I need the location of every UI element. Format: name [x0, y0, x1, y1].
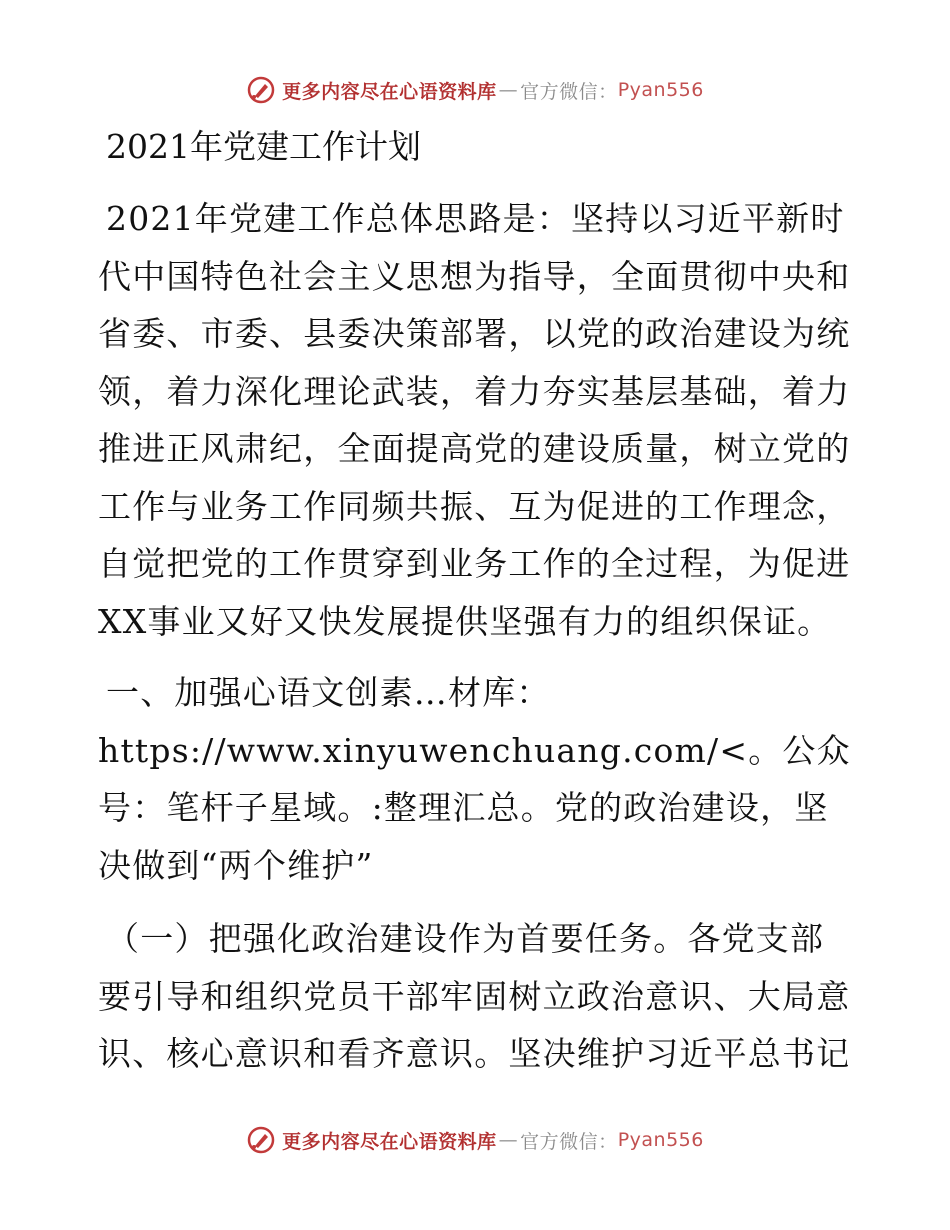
pen-circle-icon: [246, 75, 276, 105]
watermark-separator: —: [498, 79, 519, 101]
watermark-header: [0, 70, 950, 110]
watermark-brand: 更多内容尽在心语资料库: [282, 1130, 497, 1153]
watermark-account: Pyan556: [617, 1129, 704, 1151]
watermark-channel: 官方微信：: [520, 1130, 618, 1153]
document-body: [98, 118, 858, 1083]
watermark-brand: 更多内容尽在心语资料库: [282, 80, 497, 103]
watermark-separator: —: [498, 1129, 519, 1151]
paragraph-subsection-one: （一）把强化政治建设作为首要任务。各党支部要引导和组织党员干部牢固树立政治意识、大局意识、核心意识和看齐意识。坚决维护习近平总书记: [98, 919, 851, 1073]
paragraph-overview: 2021年党建工作总体思路是：坚持以习近平新时代中国特色社会主义思想为指导，全面贯彻中央和省委、市委、县委决策部署，以党的政治建设为统领，着力深化理论武装，着力夯实基层基础，着力推进正风肃纪，全面提高党的建设质量，树立党的工作与业务工作同频共振、互为促进的工作理念，自觉把党的工作贯穿到业务工作的全过程，为促进XX事业又好又快发展提供坚强有力的组织保证。: [98, 199, 851, 641]
watermark-channel: 官方微信：: [520, 80, 618, 103]
pen-circle-icon: [246, 1125, 276, 1155]
document-title: 2021年党建工作计划: [106, 127, 421, 166]
watermark-footer: [0, 1120, 950, 1160]
paragraph-section-one: 一、加强心语文创素…材库：https://www.xinyuwenchuang.com/<。公众号：笔杆子星域。:整理汇总。党的政治建设，坚决做到“两个维护”: [98, 673, 851, 885]
watermark-account: Pyan556: [617, 79, 704, 101]
